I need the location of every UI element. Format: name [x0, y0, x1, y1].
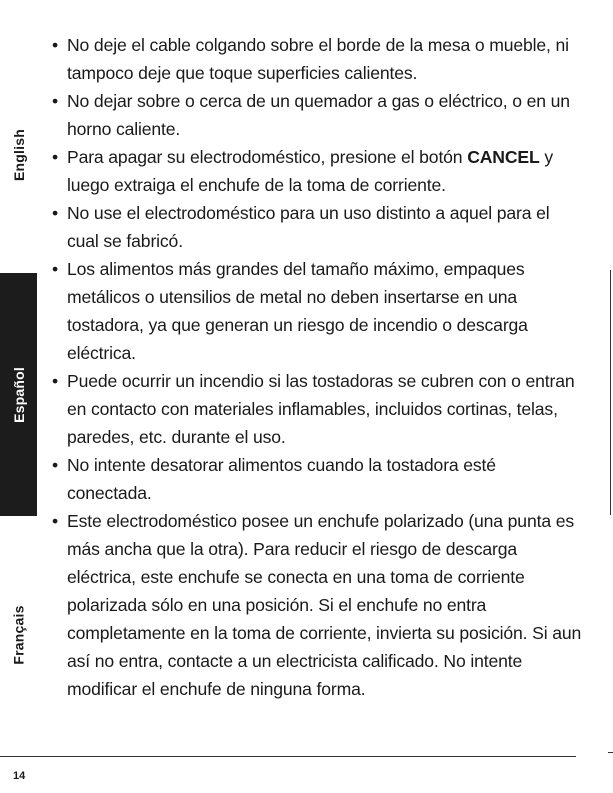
bullet-item: [52, 31, 582, 87]
footer-divider: [0, 756, 576, 757]
bullet-text: No deje el cable colgando sobre el borde de la mesa o mueble, ni tampoco deje que toque superficies calientes.: [67, 35, 569, 83]
page-edge-mark: [610, 270, 611, 515]
bullet-list: [52, 31, 582, 703]
language-tab-espanol: [0, 273, 37, 516]
language-tab-francais-label: Français: [10, 605, 27, 665]
bullet-text-post: y luego extraiga el enchufe de la toma de corriente.: [67, 147, 553, 195]
bullet-text: Puede ocurrir un incendio si las tostadoras se cubren con o entran en contacto con materiales inflamables, incluidos cortinas, telas, paredes, etc. durante el uso.: [67, 371, 575, 447]
bullet-text: Los alimentos más grandes del tamaño máximo, empaques metálicos o utensilios de metal no deben insertarse en una tostadora, ya que generan un riesgo de incendio o descarga eléctrica.: [67, 259, 528, 363]
bullet-text: No intente desatorar alimentos cuando la tostadora esté conectada.: [67, 455, 496, 503]
bullet-item: [52, 143, 582, 199]
bullet-text: Este electrodoméstico posee un enchufe polarizado (una punta es más ancha que la otra). Para reducir el riesgo de descarga eléctrica, este enchufe se conecta en una toma de corriente polarizada sólo en una posición. Si el enchufe no entra completamente en la toma de corriente, invierta su posición. Si aun así no entra, contacte a un electricista calificado. No intente modificar el enchufe de ninguna forma.: [67, 511, 582, 699]
language-tab-english: [0, 60, 37, 250]
cancel-button-reference: CANCEL: [467, 147, 540, 167]
bullet-item: [52, 507, 582, 703]
page-edge-mark: [608, 752, 613, 753]
page-number: 14: [13, 770, 26, 782]
bullet-item: [52, 87, 582, 143]
bullet-text: No dejar sobre o cerca de un quemador a gas o eléctrico, o en un horno caliente.: [67, 91, 570, 139]
bullet-item: [52, 451, 582, 507]
language-tab-english-label: English: [10, 129, 27, 181]
language-tab-espanol-label: Español: [10, 366, 27, 423]
bullet-item: [52, 199, 582, 255]
bullet-item: [52, 255, 582, 367]
language-tab-francais: [0, 545, 37, 725]
bullet-text: No use el electrodoméstico para un uso distinto a aquel para el cual se fabricó.: [67, 203, 550, 251]
bullet-text-pre: Para apagar su electrodoméstico, presione el botón: [67, 147, 468, 167]
safety-instructions: [52, 31, 582, 703]
bullet-item: [52, 367, 582, 451]
